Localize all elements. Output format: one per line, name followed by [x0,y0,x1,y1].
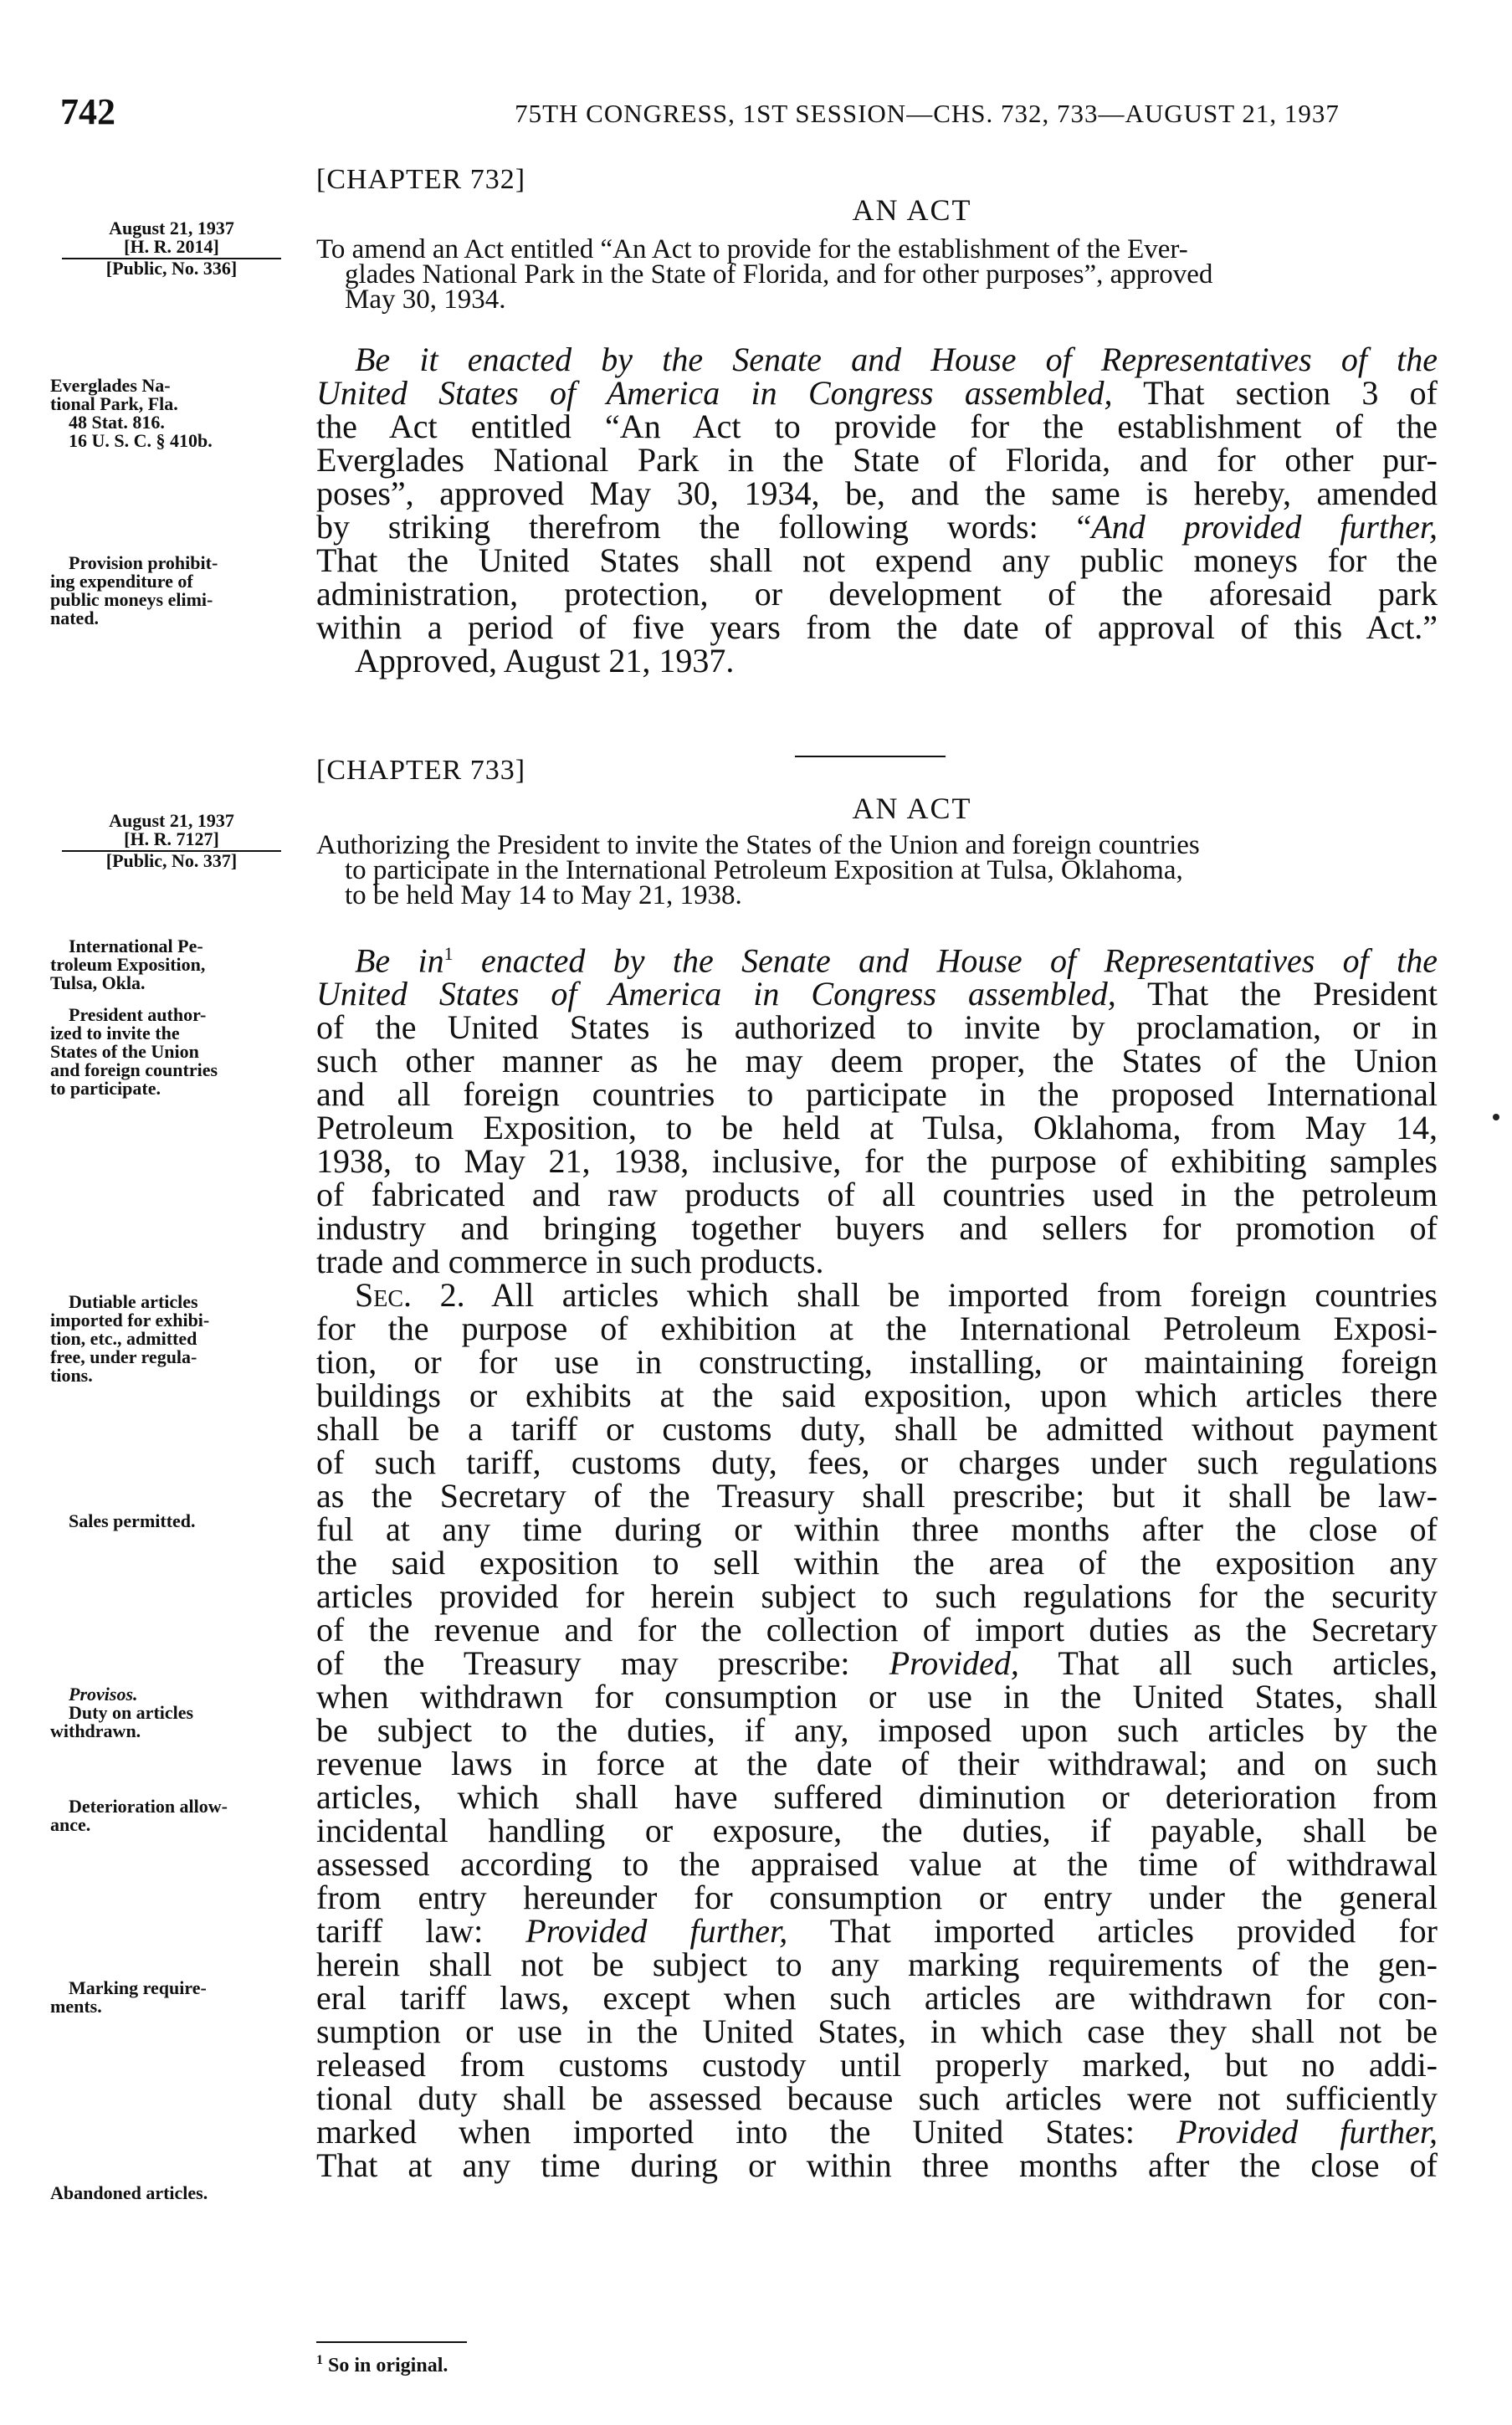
print-speck [1493,1114,1499,1120]
body-line: of fabricated and raw products of all countries used in the petroleum [316,1176,1438,1214]
chapter-733-heading: [CHAPTER 733] [316,755,526,786]
margin-note-provisos [50,1685,293,1741]
margin-line: President author- [69,1004,207,1025]
chapter-732-act-title: AN ACT [852,193,972,227]
body-text-run: marked when imported into the United States: [316,2113,1177,2151]
body-line: the said exposition to sell within the area of the exposition any [316,1544,1438,1582]
chapter-732-body [316,343,1438,678]
body-line: of the revenue and for the collection of import duties as the Secretary [316,1611,1438,1649]
body-line: of the United States is authorized to invite by proclamation, or in [316,1008,1438,1047]
margin-line: tional Park, Fla. [50,393,178,414]
body-text-run: tariff law: [316,1912,526,1951]
margin-line: Duty on articles [69,1702,194,1723]
margin-line: August 21, 1937 [109,218,234,238]
margin-note-deterioration [50,1797,293,1834]
proviso-italic: Provided, [889,1644,1019,1683]
chapter-732-subtitle [316,234,1446,315]
margin-note-everglades [50,377,293,450]
body-line: the Act entitled “An Act to provide for the establishment of the [316,408,1438,445]
body-text-run: That all such articles, [1018,1644,1438,1683]
body-line: articles, which shall have suffered diminution or deterioration from [316,1778,1438,1817]
body-text-run: of the Treasury may prescribe: [316,1644,889,1683]
margin-line: ing expenditure of [50,571,193,592]
margin-line: International Pe- [69,936,203,956]
subtitle-line: to participate in the International Petroleum Exposition at Tulsa, Oklahoma, [345,855,1183,885]
margin-line: tion, etc., admitted [50,1328,197,1349]
margin-line: Dutiable articles [69,1291,198,1312]
body-line [316,2115,1438,2149]
body-text-run: That the President [1115,975,1438,1013]
subtitle-line: glades National Park in the State of Florida, and for other purposes”, approved [345,259,1213,290]
footnote [316,2353,448,2377]
body-line: administration, protection, or development of the aforesaid park [316,575,1438,613]
margin-note-exposition [50,937,293,992]
margin-line: Marking require- [69,1977,207,1998]
margin-line: ized to invite the [50,1023,180,1043]
body-line: within a period of five years from the date of approval of this Act.” [316,608,1438,646]
chapter-732-heading: [CHAPTER 732] [316,164,526,195]
body-line: for the purpose of exhibition at the International Petroleum Exposi- [316,1310,1438,1348]
margin-line: tions. [50,1365,93,1386]
body-line [316,510,1438,544]
body-line: herein shall not be subject to any marking requirements of the gen- [316,1946,1438,1984]
footnote-rule [316,2341,467,2343]
footnote-mark: 1 [316,2353,323,2367]
body-line: ful at any time during or within three months after the close of [316,1510,1438,1549]
margin-line: Provisos. [69,1684,138,1705]
margin-line: 16 U. S. C. § 410b. [69,430,213,451]
enacting-clause: Be in [355,941,444,980]
subtitle-line: To amend an Act entitled “An Act to provide for the establishment of the Ever- [316,234,1188,264]
chapter-733-citation-note [50,812,293,870]
enacting-clause: United States of America in Congress assembled, [316,975,1116,1013]
margin-note-sales [50,1512,293,1530]
body-line: released from customs custody until properly marked, but no addi- [316,2046,1438,2084]
body-line: eral tariff laws, except when such articles are withdrawn for con- [316,1979,1438,2017]
margin-line: Sales permitted. [69,1510,196,1531]
body-text-run: by striking therefrom the following words: “ [316,508,1092,546]
body-line [316,1644,1438,1683]
body-line: when withdrawn for consumption or use in the United States, shall [316,1678,1438,1716]
body-line: Petroleum Exposition, to be held at Tulsa, Oklahoma, from May 14, [316,1109,1438,1147]
margin-line: Abandoned articles. [50,2182,208,2203]
body-line: be subject to the duties, if any, imposed upon such articles by the [316,1711,1438,1750]
margin-note-marking [50,1979,293,2016]
margin-line: 48 Stat. 816. [69,412,165,433]
section-divider [795,756,946,757]
chapter-733-act-title: AN ACT [852,792,972,825]
body-line: such other manner as he may deem proper, the States of the Union [316,1042,1438,1080]
enacting-clause: Be it enacted by the Senate and House of Representatives of the [355,341,1438,378]
margin-line: August 21, 1937 [109,810,234,831]
body-line: That at any time during or within three months after the close of [316,2146,1438,2185]
body-text-run: All articles which shall be imported from foreign countries [464,1276,1438,1315]
chapter-733-subtitle [316,830,1446,910]
margin-line: Tulsa, Okla. [50,972,146,993]
body-line: trade and commerce in such products. [316,1243,824,1281]
body-line: poses”, approved May 30, 1934, be, and the same is hereby, amended [316,474,1438,512]
margin-line: withdrawn. [50,1720,141,1741]
margin-note-dutiable [50,1293,293,1385]
enacting-clause: enacted by the Senate and House of Representatives of the [453,941,1438,980]
body-line: and all foreign countries to participate in the proposed International [316,1075,1438,1114]
body-line: revenue laws in force at the date of their withdrawal; and on such [316,1745,1438,1783]
body-line: incidental handling or exposure, the duties, if payable, shall be [316,1812,1438,1850]
body-line [316,374,1438,412]
body-line [316,1912,1438,1951]
margin-line: Deterioration allow- [69,1796,228,1817]
margin-line: to participate. [50,1078,161,1099]
body-line [316,1276,1438,1315]
subtitle-line: May 30, 1934. [345,285,506,315]
body-line: from entry hereunder for consumption or entry under the general [316,1879,1438,1917]
chapter-733-body [316,937,1438,2185]
approved-line: Approved, August 21, 1937. [355,642,735,679]
proviso-italic: Provided further, [525,1912,788,1951]
body-line: tional duty shall be assessed because such articles were not sufficiently [316,2079,1438,2118]
running-head: 75TH CONGRESS, 1ST SESSION—CHS. 732, 733—AUGUST 21, 1937 [515,99,1340,128]
margin-line: States of the Union [50,1041,199,1062]
footnote-text: So in original. [323,2355,448,2376]
margin-line: [H. R. 2014] [124,236,219,257]
body-line: tion, or for use in constructing, installing, or maintaining foreign [316,1343,1438,1382]
body-line: buildings or exhibits at the said exposition, upon which articles there [316,1377,1438,1415]
proviso-italic: Provided further, [1176,2113,1438,2151]
margin-line: ance. [50,1814,91,1835]
body-line: Everglades National Park in the State of Florida, and for other pur- [316,441,1438,479]
margin-line: public moneys elimi- [50,589,213,610]
subtitle-line: Authorizing the President to invite the States of the Union and foreign countries [316,830,1200,860]
margin-line: Everglades Na- [50,375,171,396]
margin-line: troleum Exposition, [50,954,206,975]
body-line: of such tariff, customs duty, fees, or charges under such regulations [316,1443,1438,1482]
margin-line: nated. [50,608,100,628]
chapter-732-citation-note [50,219,293,278]
margin-note-abandoned [50,2184,293,2202]
margin-line: imported for exhibi- [50,1310,210,1330]
footnote-reference: 1 [443,943,454,964]
margin-line: free, under regula- [50,1346,197,1367]
margin-line: and foreign countries [50,1059,218,1080]
enacting-clause: United States of America in Congress assembled, [316,374,1113,412]
body-text-run: That section 3 of [1112,374,1438,412]
body-line: That the United States shall not expend any public moneys for the [316,541,1438,579]
section-label: Sec. 2. [355,1276,465,1315]
body-line: assessed according to the appraised value at the time of withdrawal [316,1845,1438,1884]
body-line: 1938, to May 21, 1938, inclusive, for the purpose of exhibiting samples [316,1142,1438,1181]
body-line: shall be a tariff or customs duty, shall be admitted without payment [316,1410,1438,1448]
subtitle-line: to be held May 14 to May 21, 1938. [345,880,742,910]
margin-line: [H. R. 7127] [124,828,219,849]
body-line: industry and bringing together buyers and sellers for promotion of [316,1209,1438,1248]
body-line [316,343,1438,377]
body-line [316,977,1438,1011]
body-text-run: That imported articles provided for [787,1912,1438,1951]
body-line: as the Secretary of the Treasury shall prescribe; but it shall be law- [316,1477,1438,1515]
margin-line: ments. [50,1996,102,2017]
margin-line: Provision prohibit- [69,552,218,573]
margin-line: [Public, No. 337] [105,850,238,871]
body-line: articles provided for herein subject to such regulations for the security [316,1577,1438,1616]
page-number: 742 [60,91,115,132]
body-line [316,937,1438,980]
margin-note-provision [50,554,293,628]
margin-line: [Public, No. 336] [105,258,238,279]
quote-italic: And provided further, [1091,508,1438,546]
body-line: sumption or use in the United States, in which case they shall not be [316,2012,1438,2051]
margin-note-president [50,1006,293,1098]
